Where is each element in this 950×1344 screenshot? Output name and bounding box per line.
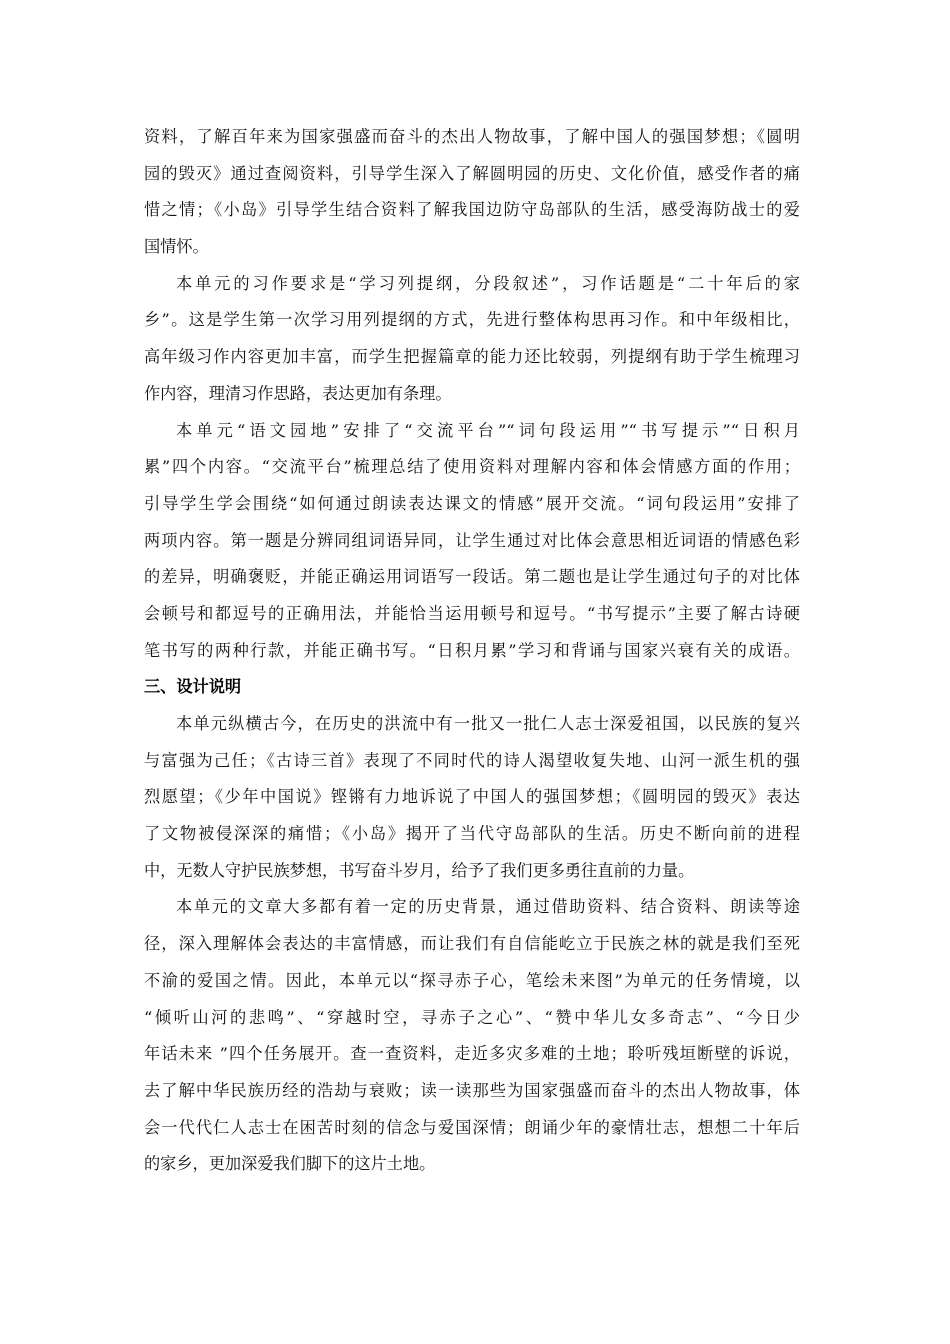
text-line: 径，深入理解体会表达的丰富情感，而让我们有自信能屹立于民族之林的就是我们至死 (144, 934, 800, 954)
text-line: 本单元的习作要求是“学习列提纲，分段叙述”，习作话题是“二十年后的家 (176, 273, 800, 293)
paragraph-task-design (144, 889, 800, 1183)
text-line: 烈愿望；《少年中国说》铿锵有力地诉说了中国人的强国梦想；《圆明园的毁灭》表达 (144, 787, 800, 807)
text-line: 园的毁灭》通过查阅资料，引导学生深入了解圆明园的历史、文化价值，感受作者的痛 (144, 163, 800, 183)
text-line: 本单元纵横古今，在历史的洪流中有一批又一批仁人志士深爱祖国，以民族的复兴 (176, 714, 800, 733)
text-line: 资料，了解百年来为国家强盛而奋斗的杰出人物故事，了解中国人的强国梦想；《圆明 (144, 127, 800, 146)
text-line: 了文物被侵深深的痛惜；《小岛》揭开了当代守岛部队的生活。历史不断向前的进程 (144, 824, 800, 844)
text-line: 与富强为己任；《古诗三首》表现了不同时代的诗人渴望收复失地、山河一派生机的强 (144, 750, 800, 770)
section-heading: 三、设计说明 (144, 677, 242, 697)
text-line: 两项内容。第一题是分辨同组词语异同，让学生通过对比体会意思相近词语的情感色彩 (144, 530, 800, 550)
text-line: 引导学生学会围绕“如何通过朗读表达课文的情感”展开交流。“词句段运用”安排了 (144, 493, 800, 513)
text-line: 高年级习作内容更加丰富，而学生把握篇章的能力还比较弱，列提纲有助于学生梳理习 (144, 347, 800, 367)
text-line: 本单元“语文园地”安排了“交流平台”“词句段运用”“书写提示”“日积月 (176, 420, 800, 440)
text-line: 本单元的文章大多都有着一定的历史背景，通过借助资料、结合资料、朗读等途 (176, 897, 800, 917)
text-line: 的差异，明确褒贬，并能正确运用词语写一段话。第二题也是让学生通过句子的对比体 (144, 567, 800, 587)
paragraph-design-overview (144, 706, 800, 889)
text-line: 年话未来 ”四个任务展开。查一查资料，走近多灾多难的土地；聆听残垣断壁的诉说， (144, 1044, 800, 1064)
text-line: 会一代代仁人志士在困苦时刻的信念与爱国深情；朗诵少年的豪情壮志，想想二十年后 (144, 1117, 800, 1137)
text-line: 惜之情；《小岛》引导学生结合资料了解我国边防守岛部队的生活，感受海防战士的爱 (144, 200, 800, 220)
text-line: 去了解中华民族历经的浩劫与衰败；读一读那些为国家强盛而奋斗的杰出人物故事，体 (144, 1080, 800, 1100)
paragraph-language-garden (144, 413, 800, 670)
text-line: 作内容，理清习作思路，表达更加有条理。 (144, 383, 452, 403)
text-line: 不渝的爱国之情。因此，本单元以“探寻赤子心，笔绘未来图”为单元的任务情境，以 (144, 970, 800, 990)
text-line: 笔书写的两种行款，并能正确书写。“日积月累”学习和背诵与国家兴衰有关的成语。 (144, 640, 800, 660)
text-line: 累”四个内容。“交流平台”梳理总结了使用资料对理解内容和体会情感方面的作用； (144, 457, 800, 477)
text-line: 国情怀。 (144, 237, 209, 257)
paragraph-resources (144, 119, 800, 266)
text-line: 会顿号和都逗号的正确用法，并能恰当运用顿号和逗号。“书写提示”主要了解古诗硬 (144, 603, 800, 623)
text-line: 的家乡，更加深爱我们脚下的这片土地。 (144, 1154, 436, 1174)
document-body (144, 119, 800, 1183)
text-line: 中，无数人守护民族梦想，书写奋斗岁月，给予了我们更多勇往直前的力量。 (144, 860, 695, 880)
paragraph-writing-task (144, 266, 800, 413)
text-line: “倾听山河的悲鸣”、“穿越时空，寻赤子之心”、“赞中华儿女多奇志”、“今日少 (144, 1007, 800, 1027)
text-line: 乡”。这是学生第一次学习用列提纲的方式，先进行整体构思再习作。和中年级相比， (144, 310, 800, 330)
